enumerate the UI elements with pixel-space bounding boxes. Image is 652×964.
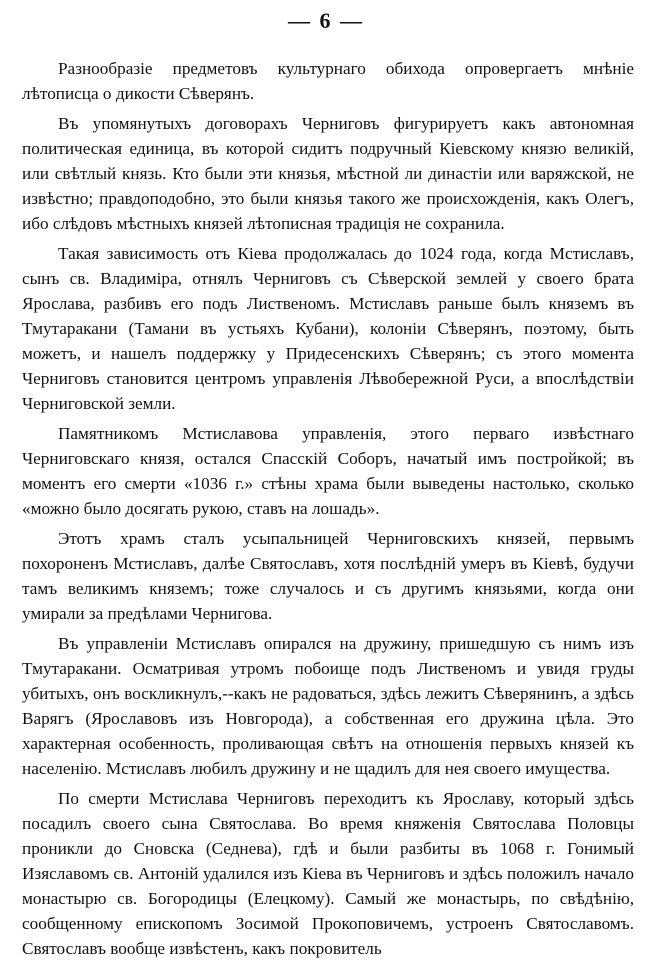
paragraph-2: Въ упомянутыхъ договорахъ Черниговъ фигурируетъ какъ автономная политическая единица, въ которой сидитъ подручный Кіевскому князю великій, или свѣтлый князь. Кто были эти князья, мѣстной ли династіи или варяжской, не извѣстно; правдоподобно, это были князья такого же происхожденія, какъ Олегъ, ибо слѣдовъ мѣстныхъ князей лѣтописная традиція не сохранила. (22, 114, 634, 233)
paragraph-1: Разнообразіе предметовъ культурнаго обихода опровергаетъ мнѣніе лѣтописца о дикости Сѣверянъ. (22, 59, 634, 103)
body-text (22, 56, 634, 961)
paragraph-3: Такая зависимость отъ Кіева продолжалась до 1024 года, когда Мстиславъ, сынъ св. Владиміра, отнялъ Черниговъ съ Сѣверской землей у своего брата Ярослава, разбивъ его подъ Лиственомъ. Мстиславъ раньше былъ княземъ въ Тмутаракани (Тамани въ устьяхъ Кубани), колоніи Сѣверянъ, поэтому, быть можетъ, и нашелъ поддержку у Придесенскихъ Сѣверянъ; съ этого момента Черниговъ становится центромъ управленія Лѣвобережной Руси, а впослѣдствіи Черниговской земли. (22, 244, 634, 413)
paragraph-5: Этотъ храмъ сталъ усыпальницей Черниговскихъ князей, первымъ похороненъ Мстиславъ, далѣе Святославъ, хотя послѣдній умеръ въ Кіевѣ, будучи тамъ великимъ княземъ; тоже случалось и съ другимъ князьями, когда они умирали за предѣлами Чернигова. (22, 529, 634, 623)
page-number: — 6 — (288, 8, 364, 33)
paragraph-4: Памятникомъ Мстиславова управленія, этого перваго извѣстнаго Черниговскаго князя, остался Спасскій Соборъ, начатый имъ постройкой; въ моментъ его смерти «1036 г.» стѣны храма были выведены настолько, сколько «можно было досягать рукою, ставъ на лошадь». (22, 424, 634, 518)
paragraph-7: По смерти Мстислава Черниговъ переходитъ къ Ярославу, который здѣсь посадилъ своего сына Святослава. Во время княженія Святослава Половцы проникли до Сновска (Седнева), гдѣ и были разбиты въ 1068 г. Гонимый Изяславомъ св. Антоній удалился изъ Кіева въ Черниговъ и здѣсь положилъ начало монастырю св. Богородицы (Елецкому). Самый же монастырь, по свѣдѣнію, сообщенному епископомъ Зосимой Прокоповичемъ, устроенъ Святославомъ. Святославъ вообще извѣстенъ, какъ покровитель (22, 789, 634, 958)
paragraph-6: Въ управленіи Мстиславъ опирался на дружину, пришедшую съ нимъ изъ Тмутаракани. Осматривая утромъ побоище подъ Лиственомъ и увидя груды убитыхъ, онъ воскликнулъ,--какъ не радоваться, здѣсь лежитъ Сѣверянинъ, а здѣсь Варягъ (Ярославовъ изъ Новгорода), а собственная его дружина цѣла. Это характерная особенность, проливающая свѣтъ на отношенія первыхъ князей къ населенію. Мстиславъ любилъ дружину и не щадилъ для нея своего имущества. (22, 634, 634, 778)
